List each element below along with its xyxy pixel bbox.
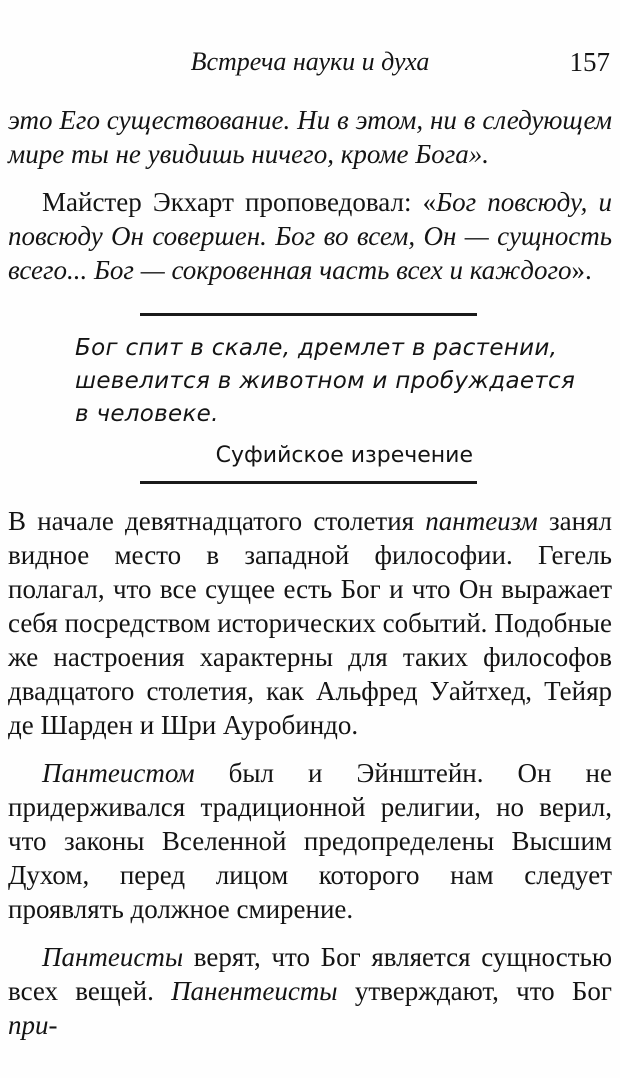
sufi-quote-line: шевелится в животном и пробуждается: [75, 368, 576, 394]
einstein-text: был и Эйнштейн. Он не придерживался традиционной религии, но верил, что законы Вселенной предопределены Высшим Духом, перед лицом которого нам следует проявлять должное смирение.: [8, 758, 612, 924]
running-header: [8, 45, 612, 79]
paragraph-einstein: [8, 756, 612, 926]
pantheism-term: пантеизм: [425, 506, 538, 536]
panentheists-text-d: утверждают, что Бог: [337, 976, 612, 1006]
page-number: 157: [569, 47, 610, 77]
quote-top-rule: [140, 313, 477, 316]
paragraph-continuation: это Его существование. Ни в этом, ни в следующем мире ты не увидишь ничего, кроме Бога».: [8, 105, 612, 169]
sufi-quote-line: в человеке.: [75, 401, 219, 427]
quote-attribution: Суфийское изречение: [215, 443, 473, 468]
eckhart-lead-text: Майстер Экхарт проповедовал: «: [42, 187, 437, 217]
hyphenated-word-fragment: при-: [8, 1010, 58, 1040]
chapter-title: Встреча науки и духа: [190, 47, 430, 76]
panentheists-term: Панентеисты: [171, 976, 338, 1006]
sufi-quote-text: [75, 332, 612, 431]
paragraph-pantheism: [8, 504, 612, 742]
paragraph-eckhart: [8, 185, 612, 287]
paragraph-panentheists: [8, 940, 612, 1042]
pantheism-text-c: занял видное место в западной философии. Гегель полагал, что все сущее есть Бог и что Он выражает себя посредством исторических событий. Подобные же настроения характерны для таких философов двадцатого столетия, как Альфред Уайтхед, Тейяр де Шарден и Шри Ауробиндо.: [8, 506, 612, 740]
sufi-quote-block: [8, 313, 612, 484]
sufi-quote-line: Бог спит в скале, дремлет в растении,: [75, 335, 558, 361]
eckhart-close-text: ».: [571, 255, 592, 285]
panentheists-text-b: верят, что Бог является сущностью всех вещей.: [8, 942, 612, 1006]
quote-bottom-rule: [140, 481, 477, 484]
pantheists-term: Пантеисты: [42, 942, 184, 972]
pantheism-text-a: В начале девятнадцатого столетия: [8, 506, 426, 536]
pantheist-term: Пантеистом: [42, 758, 195, 788]
eckhart-quote-text: Бог повсюду, и повсюду Он совершен. Бог во всем, Он — сущность всего... Бог — сокровенная часть всех и каждого: [8, 187, 612, 285]
